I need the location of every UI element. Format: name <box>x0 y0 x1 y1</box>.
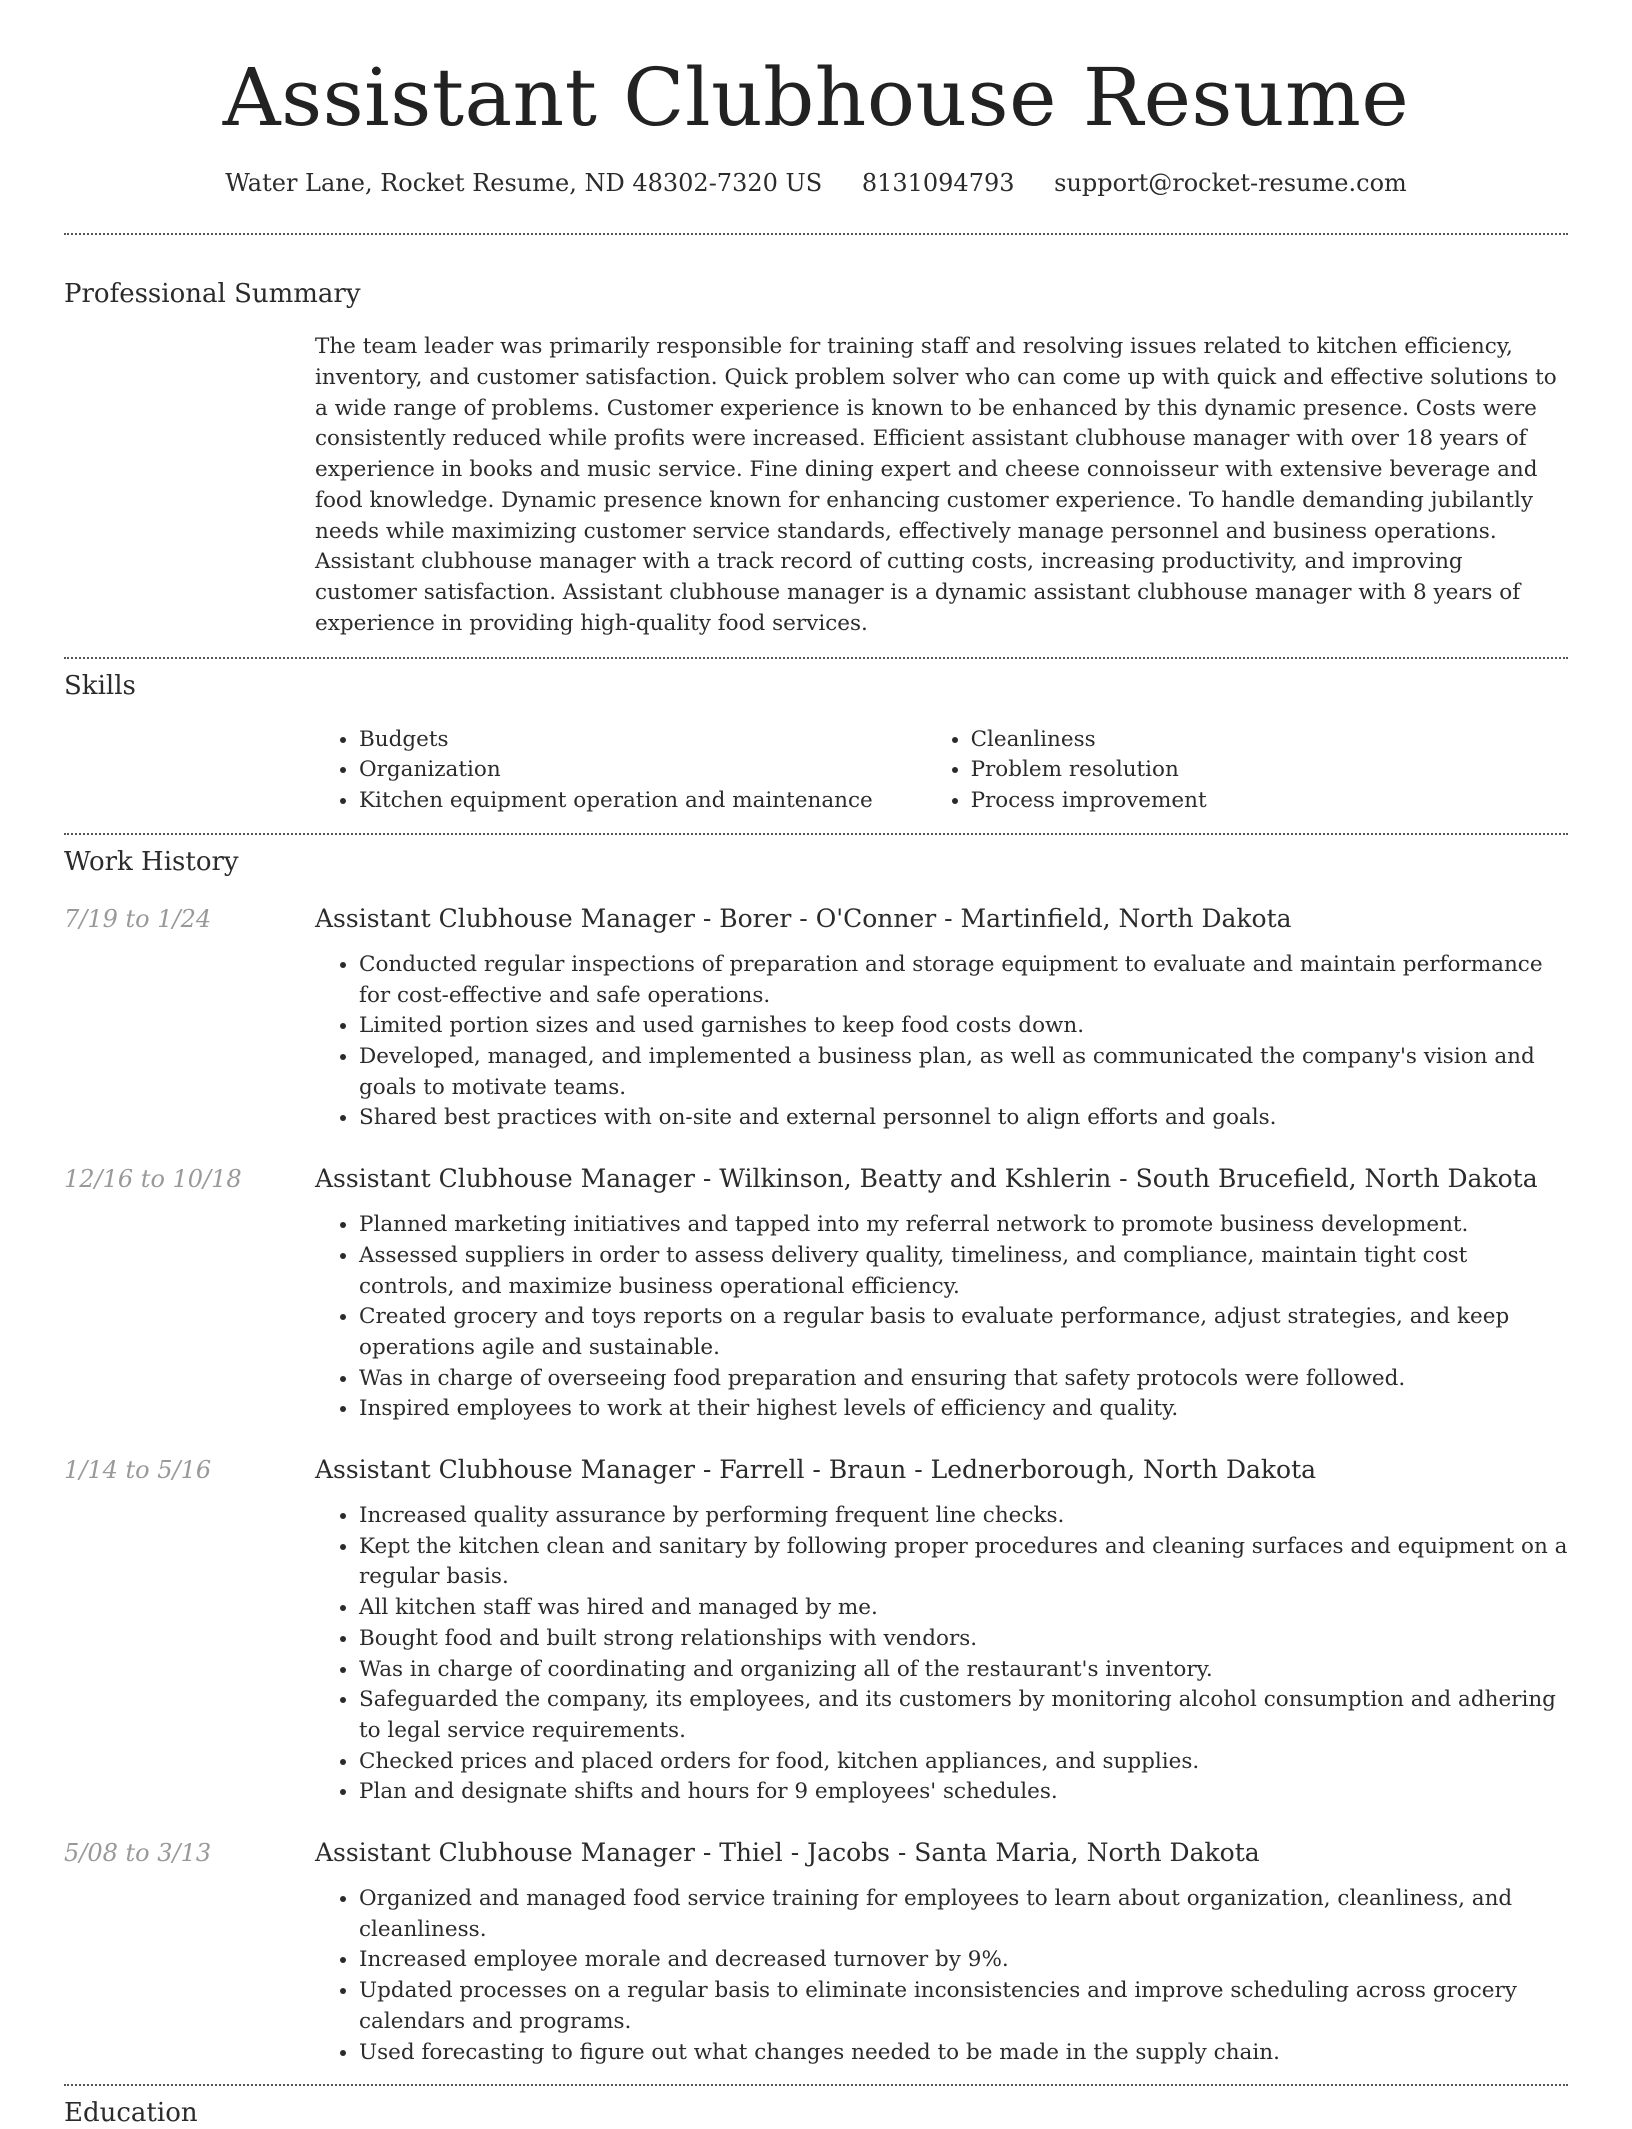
section-divider <box>64 833 1568 835</box>
job-entry <box>64 1162 1568 1425</box>
summary-text: The team leader was primarily responsible for training staff and resolving issues related to kitchen efficiency, inventory, and customer satisfaction. Quick problem solver who can come up with quick and effective solutions to a wide range of problems. Customer experience is known to be enhanced by this dynamic presence. Costs were consistently reduced while profits were increased. Efficient assistant clubhouse manager with over 18 years of experience in books and music service. Fine dining expert and cheese connoisseur with extensive beverage and food knowledge. Dynamic presence known for enhancing customer experience. To handle demanding jubilantly needs while maximizing customer service standards, effectively manage personnel and business operations. Assistant clubhouse manager with a track record of cutting costs, increasing productivity, and improving customer satisfaction. Assistant clubhouse manager is a dynamic assistant clubhouse manager with 8 years of experience in providing high-quality food services. <box>315 334 1557 636</box>
skill-item: • Organization <box>359 755 927 786</box>
job-bullet: • Was in charge of coordinating and organizing all of the restaurant's inventory. <box>359 1655 1568 1686</box>
job-entry <box>64 1836 1568 2068</box>
job-heading: Assistant Clubhouse Manager - Borer - O'Conner - Martinfield, North Dakota <box>315 903 1292 933</box>
job-bullet: • Updated processes on a regular basis to eliminate inconsistencies and improve scheduling across grocery calendars and programs. <box>359 1976 1568 2037</box>
job-heading: Assistant Clubhouse Manager - Thiel - Jacobs - Santa Maria, North Dakota <box>315 1838 1260 1868</box>
job-bullets <box>315 1210 1568 1425</box>
job-bullet: • Plan and designate shifts and hours for 9 employees' schedules. <box>359 1777 1568 1808</box>
contact-phone: 8131094793 <box>861 169 1015 197</box>
skill-item: • Process improvement <box>971 786 1568 817</box>
job-bullet: • Checked prices and placed orders for food, kitchen appliances, and supplies. <box>359 1747 1568 1778</box>
section-title-work-history: Work History <box>64 846 239 877</box>
contact-line <box>64 168 1568 199</box>
section-divider <box>64 2084 1568 2086</box>
job-bullet: • All kitchen staff was hired and managed by me. <box>359 1593 1568 1624</box>
job-bullet: • Conducted regular inspections of preparation and storage equipment to evaluate and maintain performance for cost-effective and safe operations. <box>359 950 1568 1011</box>
resume-title: Assistant Clubhouse Resume <box>222 51 1410 144</box>
job-bullet: • Increased quality assurance by performing frequent line checks. <box>359 1501 1568 1532</box>
job-bullet: • Limited portion sizes and used garnishes to keep food costs down. <box>359 1011 1568 1042</box>
skills-column-right <box>927 725 1568 817</box>
job-details <box>315 1453 1568 1808</box>
job-date: 5/08 to 3/13 <box>64 1839 212 1868</box>
job-bullets <box>315 1884 1568 2068</box>
section-title-summary: Professional Summary <box>64 279 361 310</box>
job-entry <box>64 902 1568 1134</box>
job-bullet: • Shared best practices with on-site and external personnel to align efforts and goals. <box>359 1103 1568 1134</box>
section-divider <box>64 233 1568 235</box>
resume-page <box>64 0 1568 2129</box>
skill-item: • Kitchen equipment operation and maintenance <box>359 786 927 817</box>
skill-item: • Budgets <box>359 725 927 756</box>
job-bullet: • Kept the kitchen clean and sanitary by following proper procedures and cleaning surfaces and equipment on a regular basis. <box>359 1532 1568 1593</box>
section-title-skills: Skills <box>64 671 136 702</box>
job-bullet: • Was in charge of overseeing food preparation and ensuring that safety protocols were followed. <box>359 1364 1568 1395</box>
job-heading: Assistant Clubhouse Manager - Farrell - Braun - Lednerborough, North Dakota <box>315 1455 1317 1485</box>
job-bullet: • Increased employee morale and decreased turnover by 9%. <box>359 1945 1568 1976</box>
skills-column-left <box>315 725 927 817</box>
job-bullet: • Safeguarded the company, its employees, and its customers by monitoring alcohol consumption and adhering to legal service requirements. <box>359 1685 1568 1746</box>
contact-email: support@rocket-resume.com <box>1054 169 1407 197</box>
job-entry <box>64 1453 1568 1808</box>
job-bullet: • Planned marketing initiatives and tapped into my referral network to promote business development. <box>359 1210 1568 1241</box>
job-date: 12/16 to 10/18 <box>64 1165 242 1194</box>
job-details <box>315 1836 1568 2068</box>
job-bullet: • Organized and managed food service training for employees to learn about organization, cleanliness, and cleanliness. <box>359 1884 1568 1945</box>
job-bullet: • Used forecasting to figure out what changes needed to be made in the supply chain. <box>359 2038 1568 2069</box>
section-title-education: Education <box>64 2098 198 2129</box>
job-details <box>315 902 1568 1134</box>
job-bullet: • Created grocery and toys reports on a regular basis to evaluate performance, adjust strategies, and keep operations agile and sustainable. <box>359 1302 1568 1363</box>
job-bullet: • Inspired employees to work at their highest levels of efficiency and quality. <box>359 1394 1568 1425</box>
contact-address: Water Lane, Rocket Resume, ND 48302-7320 US <box>225 169 823 197</box>
skill-item: • Problem resolution <box>971 755 1568 786</box>
section-divider <box>64 657 1568 659</box>
job-details <box>315 1162 1568 1425</box>
job-bullets <box>315 950 1568 1134</box>
skills-list <box>315 725 1568 817</box>
job-date: 7/19 to 1/24 <box>64 904 212 933</box>
job-bullet: • Assessed suppliers in order to assess delivery quality, timeliness, and compliance, maintain tight cost controls, and maximize business operational efficiency. <box>359 1241 1568 1302</box>
job-bullet: • Developed, managed, and implemented a business plan, as well as communicated the company's vision and goals to motivate teams. <box>359 1042 1568 1103</box>
job-bullet: • Bought food and built strong relationships with vendors. <box>359 1624 1568 1655</box>
job-heading: Assistant Clubhouse Manager - Wilkinson, Beatty and Kshlerin - South Brucefield, North Dakota <box>315 1164 1538 1194</box>
job-date: 1/14 to 5/16 <box>64 1456 212 1485</box>
job-bullets <box>315 1501 1568 1808</box>
skill-item: • Cleanliness <box>971 725 1568 756</box>
